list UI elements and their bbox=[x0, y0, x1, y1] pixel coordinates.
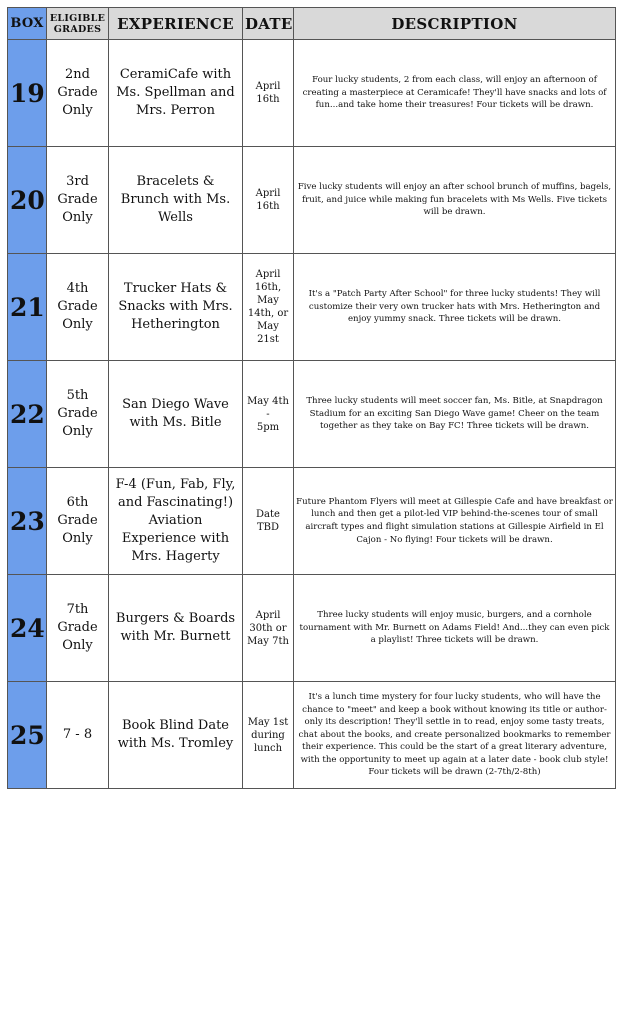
experience-description: Three lucky students will meet soccer fan, Ms. Bitle, at Snapdragon Stadium for an exciting San Diego Wave game! Cheer on the team together as they take on Bay FC! Three tickets will be drawn. bbox=[294, 361, 616, 468]
header-experience: EXPERIENCE bbox=[109, 8, 243, 40]
experience-title: Burgers & Boards with Mr. Burnett bbox=[109, 575, 243, 682]
eligible-grades: 2nd Grade Only bbox=[47, 40, 109, 147]
header-date: DATE bbox=[243, 8, 294, 40]
table-row bbox=[8, 575, 616, 682]
experience-title: Trucker Hats & Snacks with Mrs. Hetherington bbox=[109, 254, 243, 361]
experience-date: May 4th - 5pm bbox=[243, 361, 294, 468]
experience-description: Future Phantom Flyers will meet at Gillespie Cafe and have breakfast or lunch and then get a pilot-led VIP behind-the-scenes tour of small aircraft types and flight simulation stations at Gillespie Airfield in El Cajon - No flying! Four tickets will be drawn. bbox=[294, 468, 616, 575]
box-number: 25 bbox=[8, 682, 47, 789]
eligible-grades: 6th Grade Only bbox=[47, 468, 109, 575]
table-row bbox=[8, 40, 616, 147]
experience-description: It's a "Patch Party After School" for three lucky students! They will customize their very own trucker hats with Mrs. Hetherington and enjoy yummy snack. Three tickets will be drawn. bbox=[294, 254, 616, 361]
header-box: BOX bbox=[8, 8, 47, 40]
experience-date: April 30th or May 7th bbox=[243, 575, 294, 682]
eligible-grades: 7 - 8 bbox=[47, 682, 109, 789]
experience-date: Date TBD bbox=[243, 468, 294, 575]
box-number: 20 bbox=[8, 147, 47, 254]
box-number: 21 bbox=[8, 254, 47, 361]
table-row bbox=[8, 254, 616, 361]
experience-description: Five lucky students will enjoy an after school brunch of muffins, bagels, fruit, and juice while making fun bracelets with Ms Wells. Five tickets will be drawn. bbox=[294, 147, 616, 254]
eligible-grades: 5th Grade Only bbox=[47, 361, 109, 468]
eligible-grades: 7th Grade Only bbox=[47, 575, 109, 682]
experience-description: Three lucky students will enjoy music, burgers, and a cornhole tournament with Mr. Burnett on Adams Field! And...they can even pick a playlist! Three tickets will be drawn. bbox=[294, 575, 616, 682]
experience-date: April 16th, May 14th, or May 21st bbox=[243, 254, 294, 361]
table-row bbox=[8, 147, 616, 254]
header-row bbox=[8, 8, 616, 40]
experience-date: April 16th bbox=[243, 147, 294, 254]
experience-title: Bracelets & Brunch with Ms. Wells bbox=[109, 147, 243, 254]
box-number: 19 bbox=[8, 40, 47, 147]
eligible-grades: 3rd Grade Only bbox=[47, 147, 109, 254]
experience-title: CeramiCafe with Ms. Spellman and Mrs. Perron bbox=[109, 40, 243, 147]
table-row bbox=[8, 682, 616, 789]
table-row bbox=[8, 468, 616, 575]
table-row bbox=[8, 361, 616, 468]
header-eligible-grades: ELIGIBLE GRADES bbox=[47, 8, 109, 40]
experience-title: F-4 (Fun, Fab, Fly, and Fascinating!) Aviation Experience with Mrs. Hagerty bbox=[109, 468, 243, 575]
box-number: 22 bbox=[8, 361, 47, 468]
experience-title: San Diego Wave with Ms. Bitle bbox=[109, 361, 243, 468]
experience-date: April 16th bbox=[243, 40, 294, 147]
experience-table bbox=[7, 7, 616, 789]
experience-date: May 1st during lunch bbox=[243, 682, 294, 789]
experience-description: Four lucky students, 2 from each class, will enjoy an afternoon of creating a masterpiece at Ceramicafe! They'll have snacks and lots of fun...and take home their treasures! Four tickets will be drawn. bbox=[294, 40, 616, 147]
experience-description: It's a lunch time mystery for four lucky students, who will have the chance to "meet" and keep a book without knowing its title or author-only its description! They'll settle in to read, enjoy some tasty treats, chat about the books, and create personalized bookmarks to remember their experience. This could be the start of a great literary adventure, with the opportunity to meet up again at a later date - book club style! Four tickets will be drawn (2-7th/2-8th) bbox=[294, 682, 616, 789]
box-number: 24 bbox=[8, 575, 47, 682]
header-description: DESCRIPTION bbox=[294, 8, 616, 40]
box-number: 23 bbox=[8, 468, 47, 575]
eligible-grades: 4th Grade Only bbox=[47, 254, 109, 361]
experience-title: Book Blind Date with Ms. Tromley bbox=[109, 682, 243, 789]
